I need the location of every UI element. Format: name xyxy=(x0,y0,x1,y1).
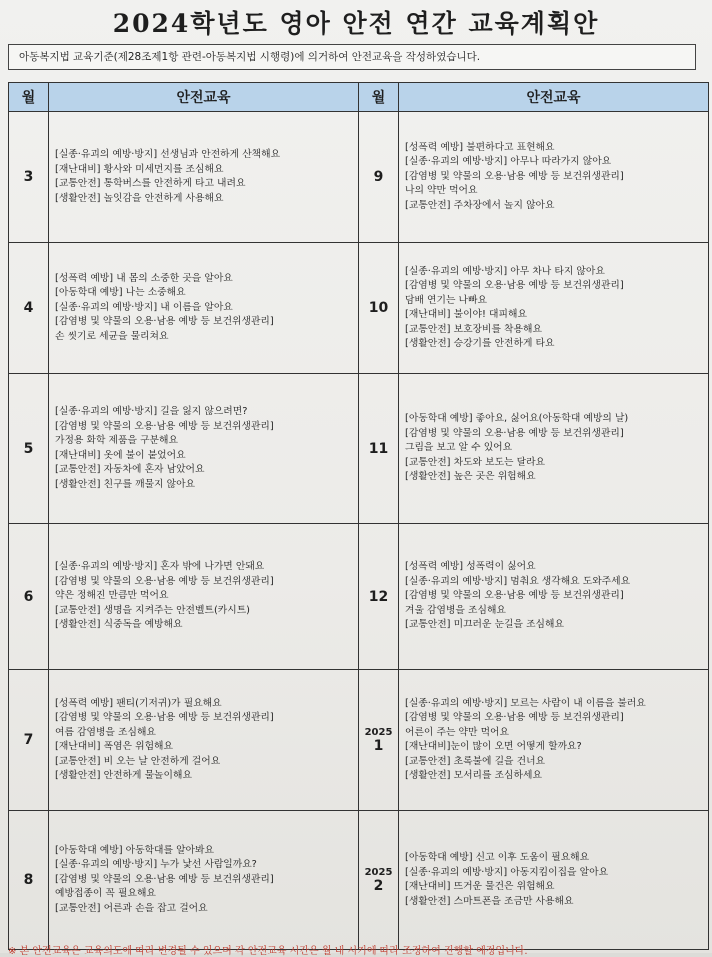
month-label: 2 xyxy=(373,877,384,894)
education-item: [성폭력 예방] 성폭력이 싫어요 xyxy=(405,561,536,573)
education-item: [생활안전] 스마트폰을 조금만 사용해요 xyxy=(405,895,574,907)
table-row xyxy=(9,811,709,950)
education-item: 예방접종이 꼭 필요해요 xyxy=(55,888,156,900)
education-item: [아동학대 예방] 신고 이후 도움이 필요해요 xyxy=(405,852,590,863)
table-row xyxy=(9,243,709,374)
education-cell-left xyxy=(49,243,359,374)
education-item: [감염병 및 약물의 오용·남용 예방 등 보건위생관리] xyxy=(55,316,274,328)
education-item: 여름 감염병을 조심해요 xyxy=(55,726,156,738)
education-item: [감염병 및 약물의 오용·남용 예방 등 보건위생관리] xyxy=(405,590,624,602)
education-item: 손 씻기로 세균을 물리쳐요 xyxy=(55,330,169,342)
month-cell-left xyxy=(9,524,49,670)
month-cell-right xyxy=(359,524,399,670)
education-item: [생활안전] 안전하게 물놀이해요 xyxy=(55,770,192,781)
month-cell-right xyxy=(359,374,399,524)
month-label: 12 xyxy=(368,588,389,605)
education-item: [감염병 및 약물의 오용·남용 예방 등 보건위생관리] xyxy=(55,420,274,432)
education-item: [생활안전] 승강기를 안전하게 타요 xyxy=(405,338,555,349)
education-item: [교통안전] 통학버스를 안전하게 타고 내려요 xyxy=(55,178,246,189)
education-item: [교통안전] 주차장에서 놀지 않아요 xyxy=(405,199,555,211)
education-header-right: 안전교육 xyxy=(399,83,709,112)
education-item: [교통안전] 차도와 보도는 달라요 xyxy=(405,456,546,468)
education-item: [아동학대 예방] 좋아요, 싫어요(아동학대 예방의 날) xyxy=(405,413,629,425)
education-item: [재난대비] 폭염은 위험해요 xyxy=(55,741,173,752)
education-item: [실종·유괴의 예방·방지] 누가 낯선 사람일까요? xyxy=(55,859,257,871)
table-row xyxy=(9,112,709,243)
education-cell-right xyxy=(399,524,709,670)
safety-plan-table xyxy=(8,82,709,950)
month-cell-left xyxy=(9,811,49,950)
education-item: [교통안전] 보호장비를 착용해요 xyxy=(405,323,542,335)
education-item: 약은 정해진 만큼만 먹어요 xyxy=(55,590,169,602)
month-label: 11 xyxy=(368,440,389,457)
legal-notice: 아동복지법 교육기준(제28조제1항 관련-아동복지법 시행령)에 의거하여 안전교육을 작성하였습니다. xyxy=(8,44,696,70)
month-label: 8 xyxy=(23,872,34,888)
education-item: 가정용 화학 제품을 구분해요 xyxy=(55,435,178,446)
table-row xyxy=(9,374,709,524)
month-cell-left xyxy=(9,670,49,811)
education-item: [감염병 및 약물의 오용·남용 예방 등 보건위생관리] xyxy=(405,280,624,291)
education-item: [재난대비] 황사와 미세먼지를 조심해요 xyxy=(55,163,224,175)
education-item: [실종·유괴의 예방·방지] 내 이름을 알아요 xyxy=(55,301,233,313)
education-item: 그림을 보고 알 수 있어요 xyxy=(405,442,513,454)
education-cell-right xyxy=(399,112,709,243)
footer-note: ※ 본 안전교육은 교육의도에 따라 변경될 수 있으며 각 안전교육 시간은 월 내 시기에 따라 조정하여 진행할 예정입니다. xyxy=(8,946,528,957)
education-cell-left xyxy=(49,670,359,811)
education-item: [아동학대 예방] 나는 소중해요 xyxy=(55,287,186,299)
education-cell-right xyxy=(399,811,709,950)
education-item: [재난대비]눈이 많이 오면 어떻게 할까요? xyxy=(405,741,582,752)
education-item: [감염병 및 약물의 오용·남용 예방 등 보건위생관리] xyxy=(405,170,624,182)
education-item: 담배 연기는 나빠요 xyxy=(405,294,487,306)
education-cell-right xyxy=(399,243,709,374)
education-item: [교통안전] 생명을 지켜주는 안전벨트(카시트) xyxy=(55,604,250,616)
table-row xyxy=(9,524,709,670)
education-item: [실종·유괴의 예방·방지] 아무 차나 타지 않아요 xyxy=(405,265,605,277)
education-cell-left xyxy=(49,811,359,950)
education-item: [감염병 및 약물의 오용·남용 예방 등 보건위생관리] xyxy=(405,712,624,723)
education-item: [실종·유괴의 예방·방지] 선생님과 안전하게 산책해요 xyxy=(55,149,281,160)
education-item: [감염병 및 약물의 오용·남용 예방 등 보건위생관리] xyxy=(55,712,274,723)
month-cell-right xyxy=(359,670,399,811)
table-row xyxy=(9,670,709,811)
education-item: [실종·유괴의 예방·방지] 멈춰요 생각해요 도와주세요 xyxy=(405,575,631,587)
education-item: [생활안전] 놀잇감을 안전하게 사용해요 xyxy=(55,192,224,204)
education-cell-left xyxy=(49,374,359,524)
month-cell-left xyxy=(9,243,49,374)
education-item: 어른이 주는 약만 먹어요 xyxy=(405,726,509,738)
month-label: 10 xyxy=(368,300,389,316)
education-item: [교통안전] 어른과 손을 잡고 걸어요 xyxy=(55,902,208,914)
year-label: 2025 xyxy=(364,866,393,878)
education-item: [성폭력 예방] 내 몸의 소중한 곳을 알아요 xyxy=(55,272,233,284)
education-cell-left xyxy=(49,112,359,243)
education-item: [재난대비] 불이야! 대피해요 xyxy=(405,309,527,320)
month-label: 5 xyxy=(23,440,34,457)
education-item: [생활안전] 식중독을 예방해요 xyxy=(55,619,183,631)
education-item: 나의 약만 먹어요 xyxy=(405,185,478,197)
education-item: [감염병 및 약물의 오용·남용 예방 등 보건위생관리] xyxy=(55,575,274,587)
education-item: [생활안전] 친구를 깨물지 않아요 xyxy=(55,478,196,490)
education-cell-right xyxy=(399,670,709,811)
education-item: 겨울 감염병을 조심해요 xyxy=(405,604,506,616)
month-label: 4 xyxy=(23,300,34,316)
table-header-row xyxy=(9,83,709,112)
month-label: 7 xyxy=(23,732,34,748)
education-item: [교통안전] 비 오는 날 안전하게 걸어요 xyxy=(55,755,221,767)
document-title: 2024학년도 영아 안전 연간 교육계획안 xyxy=(112,9,600,38)
education-item: [생활안전] 모서리를 조심하세요 xyxy=(405,770,542,781)
month-label: 3 xyxy=(23,169,34,185)
education-item: [재난대비] 옷에 불이 붙었어요 xyxy=(55,449,186,461)
month-cell-right xyxy=(359,811,399,950)
education-item: [실종·유괴의 예방·방지] 혼자 밖에 나가면 안돼요 xyxy=(55,561,265,573)
education-item: [재난대비] 뜨거운 물건은 위험해요 xyxy=(405,881,555,892)
education-item: [성폭력 예방] 불편하다고 표현해요 xyxy=(405,141,555,153)
education-item: [성폭력 예방] 팬티(기저귀)가 필요해요 xyxy=(55,697,222,709)
month-cell-right xyxy=(359,243,399,374)
education-item: [아동학대 예방] 아동학대를 알아봐요 xyxy=(55,844,214,856)
education-item: [실종·유괴의 예방·방지] 모르는 사람이 내 이름을 불러요 xyxy=(405,697,646,709)
education-item: [교통안전] 미끄러운 눈길을 조심해요 xyxy=(405,619,564,631)
education-cell-left xyxy=(49,524,359,670)
education-item: [교통안전] 자동차에 혼자 남았어요 xyxy=(55,464,205,475)
education-item: [감염병 및 약물의 오용·남용 예방 등 보건위생관리] xyxy=(55,873,274,885)
education-item: [실종·유괴의 예방·방지] 아동지킴이집을 알아요 xyxy=(405,866,609,878)
month-label: 1 xyxy=(373,737,384,754)
month-label: 6 xyxy=(23,588,34,605)
education-item: [실종·유괴의 예방·방지] 아무나 따라가지 않아요 xyxy=(405,156,612,168)
year-label: 2025 xyxy=(364,726,393,738)
month-header-left: 월 xyxy=(9,83,49,112)
education-item: [생활안전] 높은 곳은 위험해요 xyxy=(405,471,536,483)
education-item: [교통안전] 초록불에 길을 건너요 xyxy=(405,755,546,767)
month-header-right: 월 xyxy=(359,83,399,112)
education-header-left: 안전교육 xyxy=(49,83,359,112)
month-cell-left xyxy=(9,374,49,524)
month-cell-left xyxy=(9,112,49,243)
education-item: [감염병 및 약물의 오용·남용 예방 등 보건위생관리] xyxy=(405,427,624,439)
education-cell-right xyxy=(399,374,709,524)
education-item: [실종·유괴의 예방·방지] 길을 잃지 않으려면? xyxy=(55,406,248,417)
month-label: 9 xyxy=(373,169,384,185)
month-cell-right xyxy=(359,112,399,243)
